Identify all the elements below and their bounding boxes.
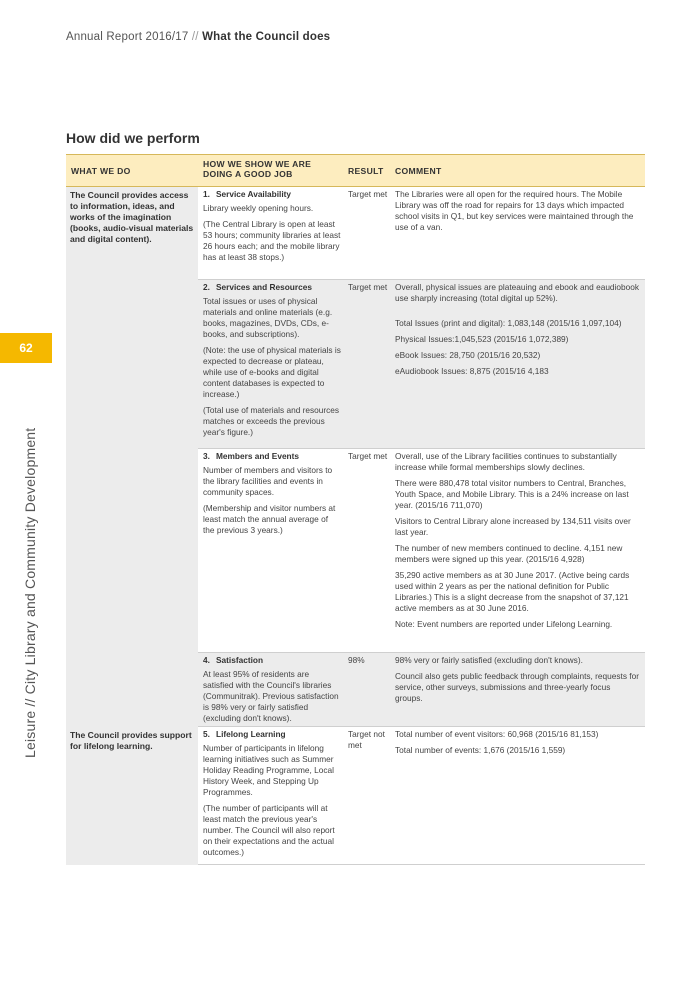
table-row — [198, 727, 645, 865]
header-what-we-do: WHAT WE DO — [71, 166, 131, 176]
header-comment: COMMENT — [395, 166, 442, 176]
measure-text: Library weekly opening hours. — [203, 203, 314, 213]
measure-text: (Membership and visitor numbers at least match the annual average of the previous 3 years.) — [203, 503, 336, 535]
group-label: The Council provides access to information, ideas, and works of the imagination (books, audio-visual materials and digital content). — [66, 187, 198, 727]
header-how-we-show — [203, 159, 311, 179]
comment-text: Overall, physical issues are plateauing and ebook and eaudiobook use sharply increasing (total digital up 52%). — [395, 282, 640, 303]
result-cell: Target met — [348, 189, 388, 199]
group-label: The Council provides support for lifelong learning. — [66, 727, 198, 865]
comment-text: 98% very or fairly satisfied (excluding don't knows). — [395, 655, 583, 665]
comment-text: eAudiobook Issues: 8,875 (2015/16 4,183 — [395, 366, 549, 376]
sidebar-chapter-label: Leisure // City Library and Community Development — [22, 427, 38, 758]
comment-text: Council also gets public feedback through complaints, requests for service, other surveys, submissions and three-yearly focus groups. — [395, 671, 639, 703]
comment-cell — [395, 189, 640, 238]
page-number-tab — [0, 333, 52, 363]
measure-cell — [203, 282, 341, 443]
comment-text: Total Issues (print and digital): 1,083,148 (2015/16 1,097,104) — [395, 318, 622, 328]
measure-cell — [203, 729, 341, 863]
header-how-line2: DOING A GOOD JOB — [203, 169, 293, 179]
measure-title: 2. Services and Resources — [203, 282, 312, 292]
table-row — [198, 280, 645, 449]
comment-text: eBook Issues: 28,750 (2015/16 20,532) — [395, 350, 541, 360]
table-header — [66, 154, 645, 187]
section-title: How did we perform — [66, 130, 200, 146]
header-result: RESULT — [348, 166, 384, 176]
result-cell: Target met — [348, 282, 388, 292]
comment-cell — [395, 451, 640, 635]
comment-text: Total number of event visitors: 60,968 (2015/16 81,153) — [395, 729, 599, 739]
comment-cell — [395, 729, 640, 761]
table-row — [198, 653, 645, 727]
measure-text: Total issues or uses of physical materials and online materials (e.g. books, magazines, DVDs, CDs, e-books, and subscriptions). — [203, 296, 333, 339]
measure-title: 4. Satisfaction — [203, 655, 264, 665]
comment-text: Physical Issues:1,045,523 (2015/16 1,072,389) — [395, 334, 569, 344]
measure-title: 1. Service Availability — [203, 189, 292, 199]
measure-cell — [203, 189, 341, 268]
table-row — [198, 187, 645, 280]
measure-text: Number of members and visitors to the library facilities and events in community spaces. — [203, 465, 333, 497]
comment-text: There were 880,478 total visitor numbers to Central, Branches, Youth Space, and Mobile Library. This is a 24% increase on last year. (2015/16 711,070) — [395, 478, 629, 510]
table-group-lifelong-learning — [66, 727, 645, 865]
comment-text: Overall, use of the Library facilities continues to substantially increase while formal memberships slowly declines. — [395, 451, 617, 472]
measure-title: 3. Members and Events — [203, 451, 299, 461]
measure-cell — [203, 451, 341, 541]
comment-text: The number of new members continued to decline. 4,151 new members were signed up this year. (2015/16 4,928) — [395, 543, 623, 564]
measure-text: (The number of participants will at least match the previous year's number. The Council will also report on their expectations and the actual outcomes.) — [203, 803, 335, 857]
performance-table — [66, 154, 645, 865]
header-how-line1: HOW WE SHOW WE ARE — [203, 159, 312, 169]
comment-text: 35,290 active members as at 30 June 2017. (Active being cards used within 2 years as per the national definition for Public Libraries.) This is a slight decrease from the snapshot of 37,121 active members as at 30 June 2016. — [395, 570, 630, 613]
comment-cell — [395, 282, 640, 382]
measure-text: (Note: the use of physical materials is expected to decrease or plateau, while use of e-books and digital content databases is expected to increase.) — [203, 345, 341, 399]
comment-text: Visitors to Central Library alone increased by 134,511 visits over last year. — [395, 516, 631, 537]
report-title: Annual Report 2016/17 — [66, 31, 189, 43]
measure-cell — [203, 655, 341, 729]
measure-text: (Total use of materials and resources matches or exceeds the previous year's figure.) — [203, 405, 340, 437]
header-separator: // — [191, 31, 199, 43]
comment-text: Total number of events: 1,676 (2015/16 1,559) — [395, 745, 566, 755]
measure-title: 5. Lifelong Learning — [203, 729, 286, 739]
result-cell: 98% — [348, 655, 365, 665]
header-section: What the Council does — [202, 31, 331, 43]
measure-text: (The Central Library is open at least 53 hours; community libraries at least 26 hours each; and the mobile library has at least 38 stops.) — [203, 219, 341, 262]
running-header — [66, 31, 330, 43]
measure-text: At least 95% of residents are satisfied with the Council's libraries (Communitrak). Previous satisfaction is 98% very or fairly satisfied (excluding don't knows). — [203, 669, 339, 723]
table-row — [198, 449, 645, 653]
measure-text: Number of participants in lifelong learning initiatives such as Summer Holiday Reading Programme, Local History Week, and Stepping Up Programmes. — [203, 743, 334, 797]
page-number: 62 — [19, 341, 33, 355]
comment-cell — [395, 655, 640, 709]
comment-text: Note: Event numbers are reported under Lifelong Learning. — [395, 619, 613, 629]
result-cell: Target met — [348, 451, 388, 461]
table-group-information — [66, 187, 645, 727]
comment-text: The Libraries were all open for the required hours. The Mobile Library was off the road for repairs for 13 days which impacted school visits in Q1, but key services were maintained through the use of a van. — [395, 189, 634, 232]
result-cell: Target not met — [348, 729, 385, 750]
